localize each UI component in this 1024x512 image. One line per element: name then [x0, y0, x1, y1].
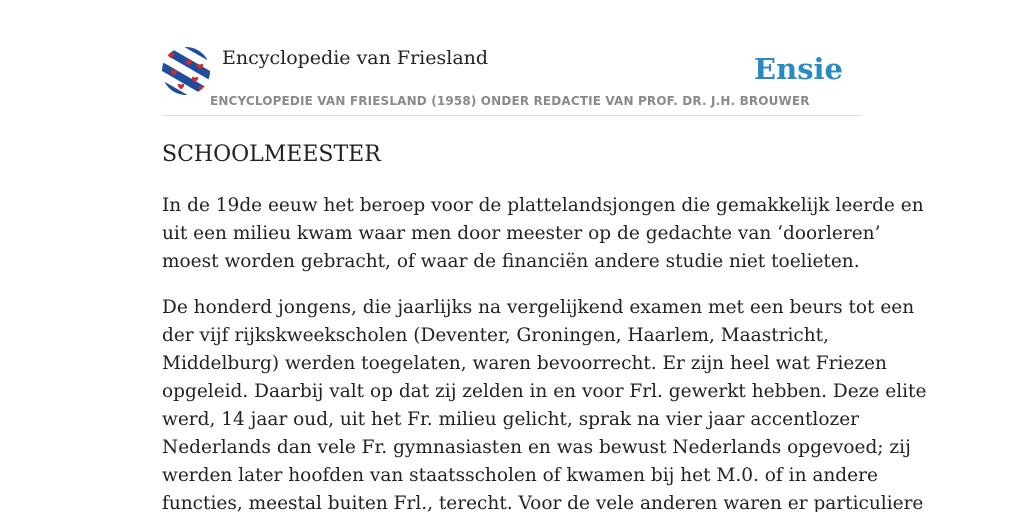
page: [162, 0, 927, 512]
frisian-flag-icon[interactable]: [162, 47, 210, 95]
header-divider: [162, 115, 862, 116]
text-line: In de 19de eeuw het beroep voor de plattelandsjongen die gemakkelijk leerde en: [162, 195, 924, 216]
text-line: opgeleid. Daarbij valt op dat zij zelden in en voor Frl. gewerkt hebben. Deze elite: [162, 381, 927, 402]
ensie-brand-logo[interactable]: Ensie: [754, 52, 843, 86]
text-line: Nederlands dan vele Fr. gymnasiasten en was bewust Nederlands opgevoed; zij: [162, 437, 911, 458]
article-headword: SCHOOLMEESTER: [162, 142, 381, 167]
publication-subtitle: ENCYCLOPEDIE VAN FRIESLAND (1958) ONDER REDACTIE VAN PROF. DR. J.H. BROUWER: [210, 94, 810, 108]
publication-title-link[interactable]: Encyclopedie van Friesland: [222, 47, 489, 69]
text-line: moest worden gebracht, of waar de financiën andere studie niet toelieten.: [162, 251, 860, 272]
text-line: werd, 14 jaar oud, uit het Fr. milieu gelicht, sprak na vier jaar accentlozer: [162, 409, 860, 430]
text-line: functies, meestal buiten Frl., terecht. Voor de vele anderen waren er particuliere: [162, 493, 924, 512]
text-line: werden later hoofden van staatsscholen of kwamen bij het M.0. of in andere: [162, 465, 878, 486]
text-line: uit een milieu kwam waar men door meester op de gedachte van ‘doorleren’: [162, 223, 881, 244]
text-line: De honderd jongens, die jaarlijks na vergelijkend examen met een beurs tot een: [162, 297, 915, 318]
article-paragraph: [162, 192, 924, 276]
article-paragraph: [162, 294, 927, 512]
text-line: Middelburg) werden toegelaten, waren bevoorrecht. Er zijn heel wat Friezen: [162, 353, 887, 374]
article-body: [162, 192, 927, 512]
text-line: der vijf rijkskweekscholen (Deventer, Groningen, Haarlem, Maastricht,: [162, 325, 829, 346]
frisian-flag-icon-graphic: [162, 47, 210, 95]
